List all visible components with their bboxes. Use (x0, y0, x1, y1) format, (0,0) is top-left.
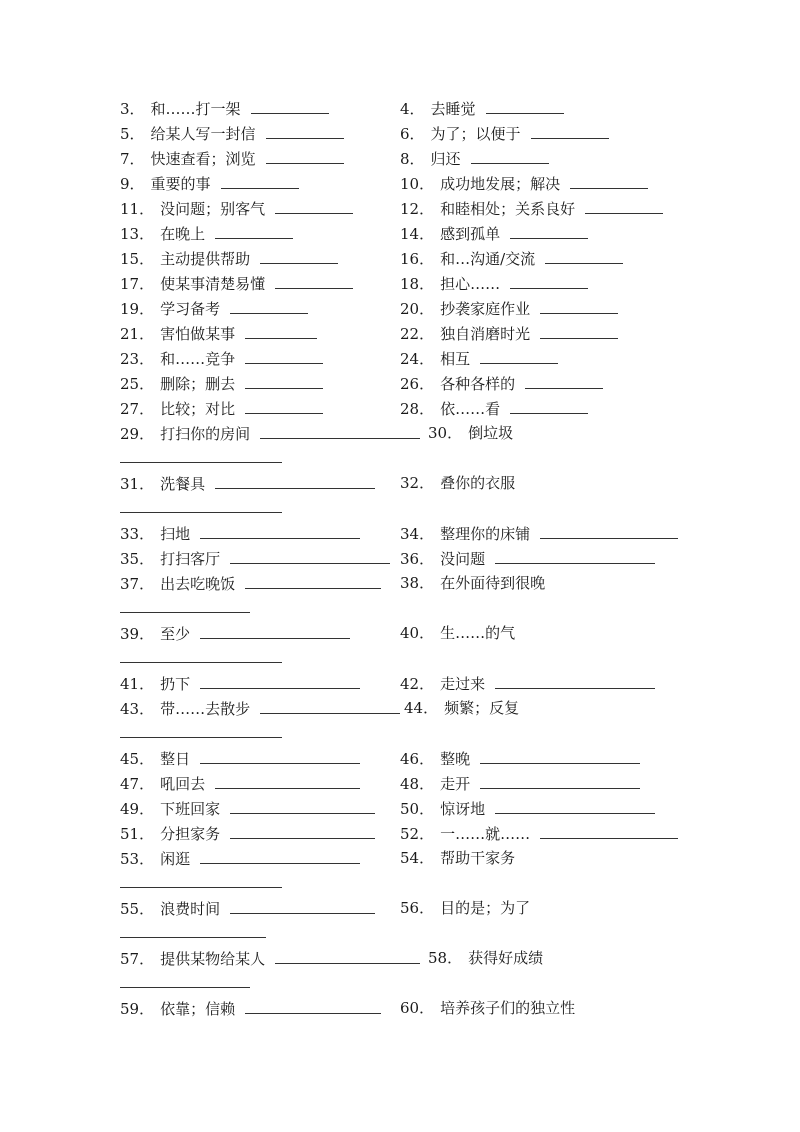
item-prompt: 在晚上 (160, 225, 206, 243)
answer-blank[interactable] (510, 274, 588, 289)
answer-blank[interactable] (480, 349, 558, 364)
exercise-item (404, 699, 519, 717)
answer-blank[interactable] (200, 849, 360, 864)
item-number: 39． (120, 625, 155, 643)
item-prompt: 整理你的床铺 (440, 525, 531, 543)
exercise-item (400, 849, 515, 867)
item-prompt: 和……打一架 (150, 100, 241, 118)
answer-blank[interactable] (585, 199, 663, 214)
item-number: 28． (400, 400, 435, 418)
exercise-item (400, 99, 564, 118)
answer-blank[interactable] (230, 799, 375, 814)
item-number: 49． (120, 800, 155, 818)
item-number: 60． (400, 999, 435, 1017)
item-number: 50． (400, 800, 435, 818)
item-number: 46． (400, 750, 435, 768)
item-number: 42． (400, 675, 435, 693)
item-prompt: 走过来 (440, 675, 486, 693)
item-number: 6． (400, 125, 425, 143)
answer-blank[interactable] (260, 699, 400, 714)
answer-blank[interactable] (570, 174, 648, 189)
item-number: 56． (400, 899, 435, 917)
item-prompt: 扔下 (160, 675, 191, 693)
answer-blank[interactable] (510, 399, 588, 414)
answer-blank[interactable] (245, 374, 323, 389)
item-prompt: 主动提供帮助 (160, 250, 251, 268)
item-number: 23． (120, 350, 155, 368)
exercise-item (400, 749, 640, 768)
item-number: 47． (120, 775, 155, 793)
answer-blank[interactable] (230, 299, 308, 314)
answer-blank[interactable] (200, 674, 360, 689)
item-prompt: 生……的气 (440, 624, 516, 642)
item-prompt: 目的是；为了 (440, 899, 531, 917)
answer-blank[interactable] (120, 662, 282, 663)
answer-blank[interactable] (120, 987, 250, 988)
exercise-item (400, 124, 609, 143)
exercise-item (428, 949, 543, 967)
item-prompt: 没问题；别客气 (160, 200, 266, 218)
item-prompt: 害怕做某事 (160, 325, 236, 343)
item-prompt: 叠你的衣服 (440, 474, 516, 492)
exercise-item (400, 799, 655, 818)
exercise-item (120, 524, 360, 543)
item-number: 37． (120, 575, 155, 593)
exercise-item (400, 674, 655, 693)
answer-blank[interactable] (120, 462, 282, 463)
item-number: 35． (120, 550, 155, 568)
item-number: 10． (400, 175, 435, 193)
item-prompt: 担心…… (440, 275, 501, 293)
item-number: 48． (400, 775, 435, 793)
exercise-item (120, 324, 317, 343)
answer-blank[interactable] (120, 937, 266, 938)
item-prompt: 一……就…… (440, 825, 531, 843)
item-prompt: 给某人写一封信 (150, 125, 256, 143)
exercise-item (120, 674, 360, 693)
item-prompt: 打扫你的房间 (160, 425, 251, 443)
item-prompt: 带……去散步 (160, 700, 251, 718)
exercise-item (120, 824, 375, 843)
answer-blank[interactable] (266, 149, 344, 164)
item-prompt: 相互 (440, 350, 471, 368)
item-number: 31． (120, 475, 155, 493)
answer-blank[interactable] (480, 774, 640, 789)
answer-blank[interactable] (531, 124, 609, 139)
exercise-item (120, 174, 299, 193)
item-prompt: 使某事清楚易懂 (160, 275, 266, 293)
item-prompt: 在外面待到很晚 (440, 574, 546, 592)
item-prompt: 快速查看；浏览 (150, 150, 256, 168)
exercise-item (400, 524, 678, 543)
exercise-item (400, 199, 663, 218)
exercise-item (120, 899, 375, 918)
exercise-item (400, 174, 648, 193)
item-prompt: 扫地 (160, 525, 191, 543)
item-number: 4． (400, 100, 425, 118)
answer-blank[interactable] (495, 549, 655, 564)
answer-blank[interactable] (480, 749, 640, 764)
answer-blank[interactable] (245, 324, 317, 339)
item-prompt: 惊讶地 (440, 800, 486, 818)
item-prompt: 比较；对比 (160, 400, 236, 418)
answer-blank[interactable] (200, 624, 350, 639)
answer-blank[interactable] (200, 524, 360, 539)
item-number: 43． (120, 700, 155, 718)
item-prompt: 归还 (430, 150, 461, 168)
item-number: 34． (400, 525, 435, 543)
answer-blank[interactable] (495, 674, 655, 689)
exercise-item (120, 549, 390, 568)
item-number: 8． (400, 150, 425, 168)
exercise-item (120, 949, 420, 968)
item-number: 18． (400, 275, 435, 293)
item-prompt: 洗餐具 (160, 475, 206, 493)
answer-blank[interactable] (230, 549, 390, 564)
item-number: 3． (120, 100, 145, 118)
item-prompt: 提供某物给某人 (160, 950, 266, 968)
exercise-item (400, 349, 558, 368)
exercise-item (400, 824, 678, 843)
answer-blank[interactable] (245, 574, 381, 589)
exercise-item (400, 149, 549, 168)
answer-blank[interactable] (200, 749, 360, 764)
answer-blank[interactable] (275, 949, 420, 964)
item-prompt: 吼回去 (160, 775, 206, 793)
item-number: 38． (400, 574, 435, 592)
exercise-item (400, 549, 655, 568)
item-number: 54． (400, 849, 435, 867)
item-number: 40． (400, 624, 435, 642)
exercise-item (120, 99, 329, 118)
answer-blank[interactable] (275, 274, 353, 289)
item-prompt: 至少 (160, 625, 191, 643)
item-number: 55． (120, 900, 155, 918)
item-prompt: 打扫客厅 (160, 550, 221, 568)
exercise-item (400, 624, 515, 642)
item-prompt: 出去吃晚饭 (160, 575, 236, 593)
answer-blank[interactable] (221, 174, 299, 189)
item-prompt: 学习备考 (160, 300, 221, 318)
exercise-item (400, 474, 515, 492)
answer-blank[interactable] (540, 824, 678, 839)
item-prompt: 依靠；信赖 (160, 1000, 236, 1018)
exercise-item (120, 849, 360, 868)
exercise-item (400, 999, 575, 1017)
item-number: 33． (120, 525, 155, 543)
item-number: 45． (120, 750, 155, 768)
item-prompt: 浪费时间 (160, 900, 221, 918)
answer-blank[interactable] (540, 524, 678, 539)
exercise-item (120, 149, 344, 168)
exercise-item (400, 224, 588, 243)
item-number: 5． (120, 125, 145, 143)
answer-blank[interactable] (120, 887, 282, 888)
answer-blank[interactable] (540, 324, 618, 339)
exercise-item (120, 199, 353, 218)
exercise-item (400, 324, 618, 343)
exercise-item (120, 249, 338, 268)
exercise-item (400, 299, 618, 318)
item-number: 20． (400, 300, 435, 318)
answer-blank[interactable] (215, 474, 375, 489)
exercise-item (120, 774, 360, 793)
item-prompt: 倒垃圾 (468, 424, 514, 442)
item-number: 27． (120, 400, 155, 418)
item-prompt: 频繁；反复 (444, 699, 520, 717)
item-prompt: 独自消磨时光 (440, 325, 531, 343)
item-number: 44． (404, 699, 439, 717)
answer-blank[interactable] (245, 999, 381, 1014)
answer-blank[interactable] (260, 249, 338, 264)
item-number: 24． (400, 350, 435, 368)
item-prompt: 感到孤单 (440, 225, 501, 243)
item-prompt: 去睡觉 (430, 100, 476, 118)
answer-blank[interactable] (245, 399, 323, 414)
item-number: 32． (400, 474, 435, 492)
item-prompt: 没问题 (440, 550, 486, 568)
item-prompt: 删除；删去 (160, 375, 236, 393)
item-prompt: 帮助干家务 (440, 849, 516, 867)
item-number: 12． (400, 200, 435, 218)
exercise-item (120, 274, 353, 293)
item-number: 29． (120, 425, 155, 443)
item-number: 11． (120, 200, 155, 218)
item-prompt: 重要的事 (150, 175, 211, 193)
exercise-item (428, 424, 513, 442)
exercise-item (120, 424, 420, 443)
exercise-item (120, 349, 323, 368)
item-number: 25． (120, 375, 155, 393)
item-prompt: 闲逛 (160, 850, 191, 868)
exercise-item (120, 374, 323, 393)
item-prompt: 和……竞争 (160, 350, 236, 368)
item-prompt: 和睦相处；关系良好 (440, 200, 576, 218)
item-prompt: 各种各样的 (440, 375, 516, 393)
answer-blank[interactable] (525, 374, 603, 389)
answer-blank[interactable] (260, 424, 420, 439)
item-prompt: 抄袭家庭作业 (440, 300, 531, 318)
item-number: 9． (120, 175, 145, 193)
answer-blank[interactable] (251, 99, 329, 114)
item-prompt: 整日 (160, 750, 191, 768)
answer-blank[interactable] (486, 99, 564, 114)
exercise-item (400, 574, 545, 592)
exercise-item (120, 399, 323, 418)
exercise-item (120, 799, 375, 818)
answer-blank[interactable] (495, 799, 655, 814)
answer-blank[interactable] (245, 349, 323, 364)
answer-blank[interactable] (120, 512, 282, 513)
item-prompt: 为了；以便于 (430, 125, 521, 143)
exercise-item (400, 899, 530, 917)
answer-blank[interactable] (266, 124, 344, 139)
item-prompt: 分担家务 (160, 825, 221, 843)
item-number: 41． (120, 675, 155, 693)
exercise-item (120, 999, 381, 1018)
exercise-item (120, 474, 375, 493)
item-prompt: 下班回家 (160, 800, 221, 818)
item-prompt: 培养孩子们的独立性 (440, 999, 576, 1017)
item-number: 36． (400, 550, 435, 568)
item-number: 59． (120, 1000, 155, 1018)
item-number: 21． (120, 325, 155, 343)
item-number: 53． (120, 850, 155, 868)
exercise-item (120, 124, 344, 143)
exercise-item (400, 274, 588, 293)
exercise-item (120, 299, 308, 318)
item-number: 57． (120, 950, 155, 968)
answer-blank[interactable] (120, 612, 250, 613)
item-number: 22． (400, 325, 435, 343)
item-number: 14． (400, 225, 435, 243)
item-prompt: 和…沟通/交流 (440, 250, 536, 268)
item-number: 30． (428, 424, 463, 442)
item-prompt: 整晚 (440, 750, 471, 768)
answer-blank[interactable] (120, 737, 282, 738)
item-prompt: 成功地发展；解决 (440, 175, 561, 193)
item-number: 13． (120, 225, 155, 243)
item-prompt: 走开 (440, 775, 471, 793)
exercise-item (400, 374, 603, 393)
item-number: 51． (120, 825, 155, 843)
answer-blank[interactable] (540, 299, 618, 314)
exercise-item (400, 249, 623, 268)
exercise-item (120, 699, 400, 718)
answer-blank[interactable] (230, 899, 375, 914)
item-number: 19． (120, 300, 155, 318)
answer-blank[interactable] (215, 224, 293, 239)
answer-blank[interactable] (230, 824, 375, 839)
exercise-item (120, 574, 381, 593)
answer-blank[interactable] (275, 199, 353, 214)
exercise-item (120, 749, 360, 768)
item-number: 58． (428, 949, 463, 967)
item-number: 7． (120, 150, 145, 168)
item-number: 26． (400, 375, 435, 393)
answer-blank[interactable] (510, 224, 588, 239)
exercise-item (120, 224, 293, 243)
answer-blank[interactable] (545, 249, 623, 264)
exercise-item (400, 774, 640, 793)
exercise-item (400, 399, 588, 418)
item-number: 17． (120, 275, 155, 293)
answer-blank[interactable] (471, 149, 549, 164)
item-prompt: 依……看 (440, 400, 501, 418)
item-number: 16． (400, 250, 435, 268)
item-prompt: 获得好成绩 (468, 949, 544, 967)
exercise-item (120, 624, 350, 643)
answer-blank[interactable] (215, 774, 360, 789)
item-number: 52． (400, 825, 435, 843)
item-number: 15． (120, 250, 155, 268)
